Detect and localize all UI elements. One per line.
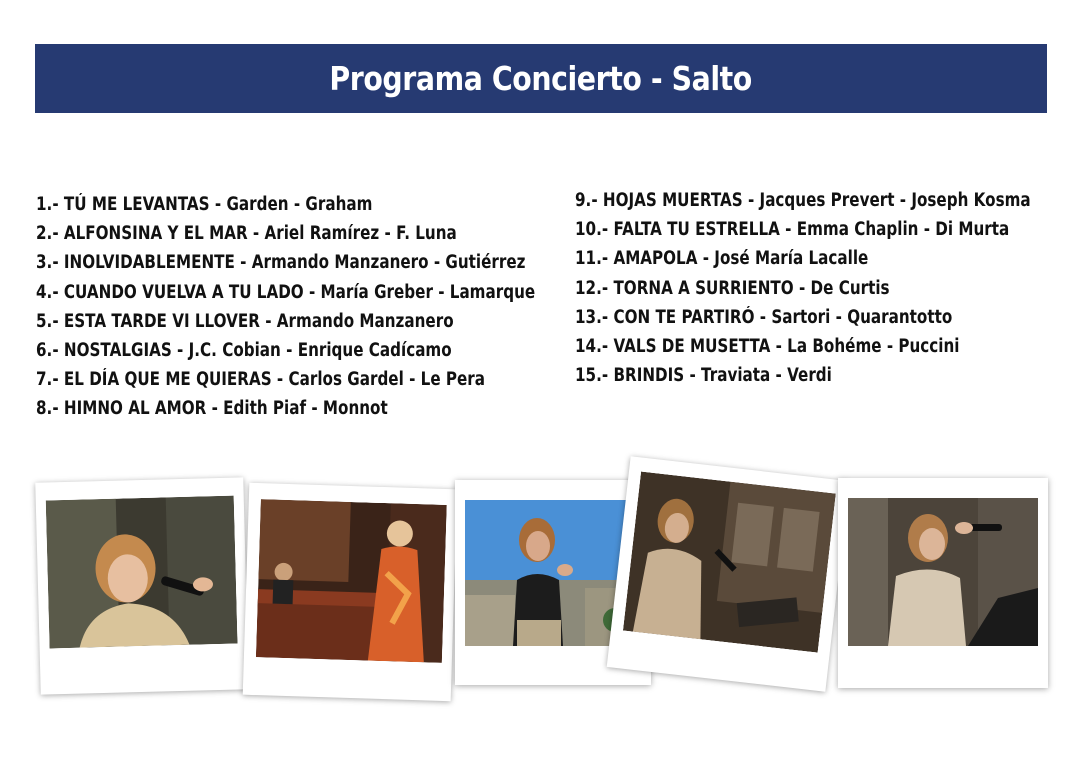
- program-item: 3.- INOLVIDABLEMENTE - Armando Manzanero - Gutiérrez: [36, 252, 526, 274]
- program-item: 13.- CON TE PARTIRÓ - Sartori - Quarantotto: [575, 306, 953, 328]
- title-banner: [35, 44, 1047, 113]
- program-item: 6.- NOSTALGIAS - J.C. Cobian - Enrique Cadícamo: [36, 339, 452, 361]
- page-title: Programa Concierto - Salto: [329, 59, 753, 98]
- program-item: 2.- ALFONSINA Y EL MAR - Ariel Ramírez - F. Luna: [36, 223, 457, 245]
- program-item: 11.- AMAPOLA - José María Lacalle: [575, 248, 869, 270]
- program-item: 9.- HOJAS MUERTAS - Jacques Prevert - Joseph Kosma: [575, 190, 1031, 211]
- program-item: 7.- EL DÍA QUE ME QUIERAS - Carlos Gardel - Le Pera: [36, 369, 486, 391]
- photo-singer-pianist: [243, 483, 458, 701]
- photo-singer-performing: [607, 456, 850, 692]
- program-item: 12.- TORNA A SURRIENTO - De Curtis: [575, 277, 890, 299]
- program-item: 1.- TÚ ME LEVANTAS - Garden - Graham: [36, 194, 373, 215]
- program-item: 5.- ESTA TARDE VI LLOVER - Armando Manzanero: [36, 310, 454, 332]
- program-list-left: [36, 190, 645, 424]
- program-item: 4.- CUANDO VUELVA A TU LADO - María Greber - Lamarque: [36, 281, 536, 303]
- program-item: 14.- VALS DE MUSETTA - La Bohéme - Puccini: [575, 335, 960, 357]
- program-item: 15.- BRINDIS - Traviata - Verdi: [575, 365, 832, 387]
- photo-singer-stage: [838, 478, 1048, 688]
- program-item: 8.- HIMNO AL AMOR - Edith Piaf - Monnot: [36, 398, 388, 420]
- program-item: 10.- FALTA TU ESTRELLA - Emma Chaplin - Di Murta: [575, 219, 1010, 241]
- program-list-right: [575, 186, 1080, 390]
- photo-singer-microphone: [35, 477, 248, 694]
